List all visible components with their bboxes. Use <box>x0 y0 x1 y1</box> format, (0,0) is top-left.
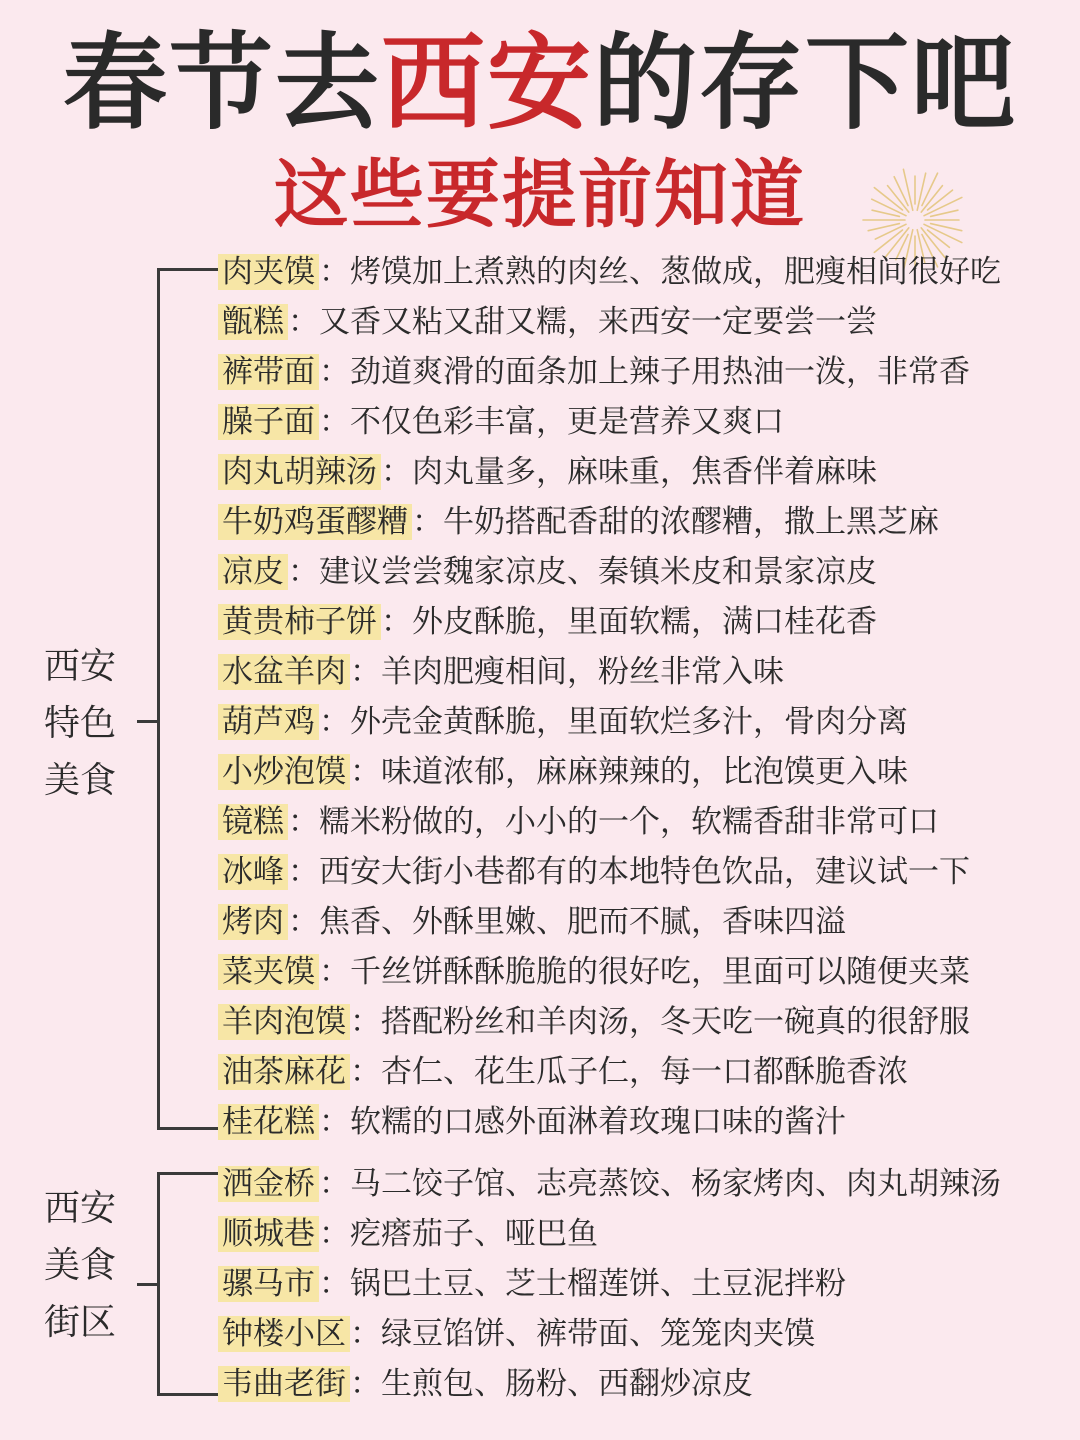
group-label-line: 西安 <box>44 1188 117 1229</box>
item-description: 外皮酥脆，里面软糯，满口桂花香 <box>412 604 877 640</box>
list-item <box>218 1050 908 1094</box>
group-label-line: 美食 <box>44 760 117 801</box>
list-item <box>218 1100 846 1144</box>
list-item <box>218 550 877 594</box>
list-item <box>218 1212 598 1256</box>
item-name: 肉丸胡辣汤 <box>218 454 381 490</box>
list-item <box>218 1162 1001 1206</box>
list-item <box>218 600 877 644</box>
item-description: 焦香、外酥里嫩、肥而不腻，香味四溢 <box>319 904 846 940</box>
item-description: 糯米粉做的，小小的一个，软糯香甜非常可口 <box>319 804 939 840</box>
item-name: 水盆羊肉 <box>218 654 350 690</box>
item-description: 生煎包、肠粉、西翻炒凉皮 <box>381 1366 753 1402</box>
item-colon: ： <box>350 1316 381 1352</box>
item-name: 菜夹馍 <box>218 954 319 990</box>
list-item <box>218 500 939 544</box>
item-description: 外壳金黄酥脆，里面软烂多汁，骨肉分离 <box>350 704 908 740</box>
title-accent: 西安 <box>380 22 593 144</box>
item-colon: ： <box>319 1104 350 1140</box>
item-name: 洒金桥 <box>218 1166 319 1202</box>
item-description: 又香又粘又甜又糯，来西安一定要尝一尝 <box>319 304 877 340</box>
item-colon: ： <box>288 904 319 940</box>
item-colon: ： <box>288 854 319 890</box>
list-item <box>218 700 908 744</box>
list-item <box>218 1262 846 1306</box>
item-name: 冰峰 <box>218 854 288 890</box>
item-description: 千丝饼酥酥脆脆的很好吃，里面可以随便夹菜 <box>350 954 970 990</box>
item-description: 杏仁、花生瓜子仁，每一口都酥脆香浓 <box>381 1054 908 1090</box>
item-description: 不仅色彩丰富，更是营养又爽口 <box>350 404 784 440</box>
list-item <box>218 450 877 494</box>
item-name: 镜糕 <box>218 804 288 840</box>
item-colon: ： <box>288 554 319 590</box>
item-name: 羊肉泡馍 <box>218 1004 350 1040</box>
group-label <box>44 638 134 809</box>
item-description: 西安大街小巷都有的本地特色饮品，建议试一下 <box>319 854 970 890</box>
item-colon: ： <box>319 404 350 440</box>
item-colon: ： <box>319 954 350 990</box>
item-name: 顺城巷 <box>218 1216 319 1252</box>
item-description: 牛奶搭配香甜的浓醪糟，撒上黑芝麻 <box>443 504 939 540</box>
item-description: 肉丸量多，麻味重，焦香伴着麻味 <box>412 454 877 490</box>
item-name: 黄贵柿子饼 <box>218 604 381 640</box>
item-description: 绿豆馅饼、裤带面、笼笼肉夹馍 <box>381 1316 815 1352</box>
item-description: 疙瘩茄子、哑巴鱼 <box>350 1216 598 1252</box>
item-colon: ： <box>350 1004 381 1040</box>
item-description: 烤馍加上煮熟的肉丝、葱做成，肥瘦相间很好吃 <box>350 254 1001 290</box>
item-colon: ： <box>381 604 412 640</box>
item-name: 桂花糕 <box>218 1104 319 1140</box>
item-colon: ： <box>350 654 381 690</box>
item-name: 钟楼小区 <box>218 1316 350 1352</box>
item-name: 凉皮 <box>218 554 288 590</box>
item-name: 骡马市 <box>218 1266 319 1302</box>
item-description: 建议尝尝魏家凉皮、秦镇米皮和景家凉皮 <box>319 554 877 590</box>
list-item <box>218 1362 753 1406</box>
item-name: 甑糕 <box>218 304 288 340</box>
group-label-line: 美食 <box>44 1245 117 1286</box>
item-description: 劲道爽滑的面条加上辣子用热油一泼，非常香 <box>350 354 970 390</box>
item-name: 小炒泡馍 <box>218 754 350 790</box>
item-description: 马二饺子馆、志亮蒸饺、杨家烤肉、肉丸胡辣汤 <box>350 1166 1001 1202</box>
item-colon: ： <box>319 354 350 390</box>
title-part-2: 的存下吧 <box>593 22 1018 144</box>
item-name: 肉夹馍 <box>218 254 319 290</box>
item-colon: ： <box>350 754 381 790</box>
item-description: 羊肉肥瘦相间，粉丝非常入味 <box>381 654 784 690</box>
list-item <box>218 300 877 344</box>
item-colon: ： <box>412 504 443 540</box>
list-item <box>218 650 784 694</box>
item-colon: ： <box>319 1266 350 1302</box>
title-part-1: 春节去 <box>62 22 381 144</box>
group-label-line: 西安 <box>44 646 117 687</box>
bracket-line <box>157 1172 218 1396</box>
item-name: 葫芦鸡 <box>218 704 319 740</box>
item-colon: ： <box>319 1216 350 1252</box>
item-name: 牛奶鸡蛋醪糟 <box>218 504 412 540</box>
list-item <box>218 350 970 394</box>
bracket-stub <box>137 720 159 723</box>
item-name: 油茶麻花 <box>218 1054 350 1090</box>
item-colon: ： <box>288 804 319 840</box>
list-item <box>218 800 939 844</box>
item-name: 韦曲老街 <box>218 1366 350 1402</box>
item-colon: ： <box>350 1366 381 1402</box>
page-subtitle: 这些要提前知道 <box>274 152 806 238</box>
item-colon: ： <box>288 304 319 340</box>
item-name: 臊子面 <box>218 404 319 440</box>
list-item <box>218 900 846 944</box>
group-label-line: 街区 <box>44 1302 117 1343</box>
group-label <box>44 1180 134 1351</box>
list-item <box>218 250 1001 294</box>
page-title <box>0 18 1080 148</box>
list-item <box>218 750 908 794</box>
list-item <box>218 850 970 894</box>
list-item <box>218 400 784 444</box>
bracket-line <box>157 268 218 1130</box>
list-item <box>218 1000 970 1044</box>
item-colon: ： <box>319 704 350 740</box>
item-description: 搭配粉丝和羊肉汤，冬天吃一碗真的很舒服 <box>381 1004 970 1040</box>
item-colon: ： <box>319 1166 350 1202</box>
item-name: 烤肉 <box>218 904 288 940</box>
item-description: 味道浓郁，麻麻辣辣的，比泡馍更入味 <box>381 754 908 790</box>
list-item <box>218 1312 815 1356</box>
bracket-stub <box>137 1283 159 1286</box>
item-colon: ： <box>381 454 412 490</box>
item-colon: ： <box>350 1054 381 1090</box>
item-description: 锅巴土豆、芝士榴莲饼、土豆泥拌粉 <box>350 1266 846 1302</box>
item-colon: ： <box>319 254 350 290</box>
list-item <box>218 950 970 994</box>
group-label-line: 特色 <box>44 703 117 744</box>
item-name: 裤带面 <box>218 354 319 390</box>
item-description: 软糯的口感外面淋着玫瑰口味的酱汁 <box>350 1104 846 1140</box>
